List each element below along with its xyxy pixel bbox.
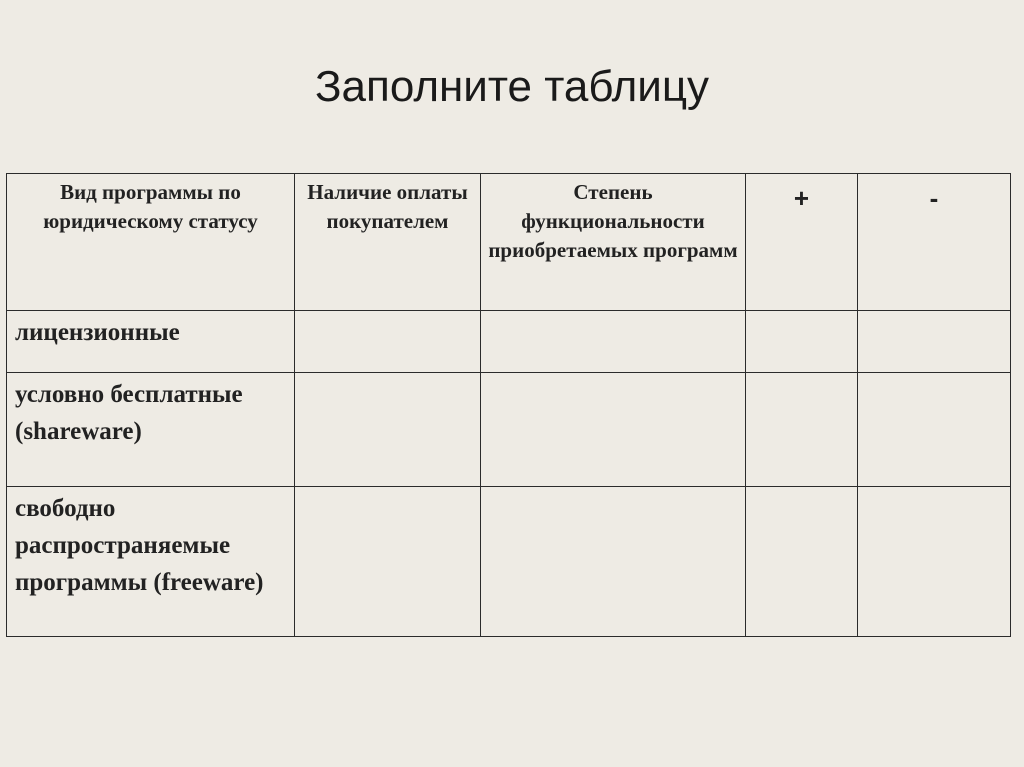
table-cell-empty[interactable]	[481, 373, 746, 487]
table-cell-empty[interactable]	[295, 487, 481, 637]
table-row	[7, 487, 1011, 637]
row-label-shareware: условно бесплатные (shareware)	[7, 373, 295, 487]
table-cell-empty[interactable]	[858, 311, 1011, 373]
table-cell-empty[interactable]	[746, 373, 858, 487]
slide-title: Заполните таблицу	[314, 62, 710, 111]
table-header-row	[7, 174, 1011, 311]
header-cell-functionality: Степень функциональности приобретаемых программ	[481, 174, 746, 311]
table-cell-empty[interactable]	[295, 373, 481, 487]
table-cell-empty[interactable]	[481, 311, 746, 373]
table-cell-empty[interactable]	[746, 311, 858, 373]
row-label-licensed: лицензионные	[7, 311, 295, 373]
table-row	[7, 373, 1011, 487]
header-cell-minus: -	[858, 174, 1011, 311]
table-row	[7, 311, 1011, 373]
fill-in-table	[6, 173, 1011, 637]
header-cell-program-type: Вид программы по юридическому статусу	[7, 174, 295, 311]
table-cell-empty[interactable]	[295, 311, 481, 373]
table-cell-empty[interactable]	[858, 487, 1011, 637]
table-cell-empty[interactable]	[858, 373, 1011, 487]
header-cell-payment: Наличие оплаты покупателем	[295, 174, 481, 311]
header-cell-plus: +	[746, 174, 858, 311]
table-cell-empty[interactable]	[481, 487, 746, 637]
table-cell-empty[interactable]	[746, 487, 858, 637]
row-label-freeware: свободно распространяемые программы (freeware)	[7, 487, 295, 637]
